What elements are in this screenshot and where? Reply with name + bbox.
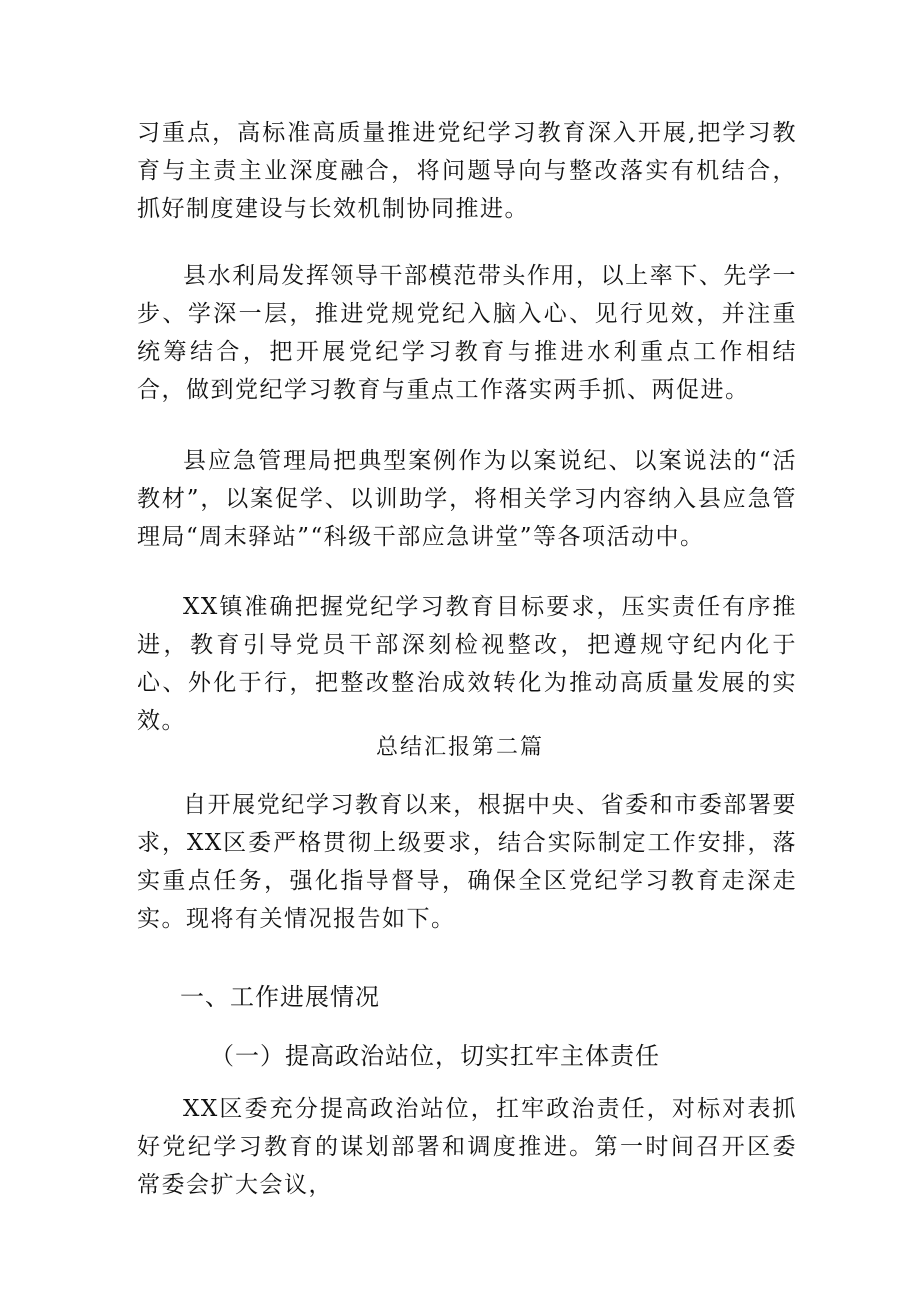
paragraph-3: 县应急管理局把典型案例作为以案说纪、以案说法的“活教材”，以案促学、以训助学，将相关学习内容纳入县应急管理局“周末驿站”“科级干部应急讲堂”等各项活动中。: [137, 448, 797, 550]
paragraph-6: XX区委充分提高政治站位，扛牢政治责任，对标对表抓好党纪学习教育的谋划部署和调度推进。第一时间召开区委常委会扩大会议，: [137, 1096, 797, 1198]
section-title: 总结汇报第二篇: [375, 735, 544, 760]
paragraph-5: 自开展党纪学习教育以来，根据中央、省委和市委部署要求，XX区委严格贯彻上级要求，结合实际制定工作安排，落实重点任务，强化指导督导，确保全区党纪学习教育走深走实。现将有关情况报告如下。: [137, 792, 797, 932]
paragraph-1: 习重点，高标准高质量推进党纪学习教育深入开展,把学习教育与主责主业深度融合，将问题导向与整改落实有机结合，抓好制度建设与长效机制协同推进。: [137, 120, 797, 222]
heading-level-1: 一、工作进展情况: [180, 983, 380, 1011]
paragraph-2: 县水利局发挥领导干部模范带头作用，以上率下、先学一步、学深一层，推进党规党纪入脑入心、见行见效，并注重统筹结合，把开展党纪学习教育与推进水利重点工作相结合，做到党纪学习教育与重点工作落实两手抓、两促进。: [137, 263, 797, 403]
paragraph-4: XX镇准确把握党纪学习教育目标要求，压实责任有序推进，教育引导党员干部深刻检视整改，把遵规守纪内化于心、外化于行，把整改整治成效转化为推动高质量发展的实效。: [137, 594, 797, 734]
heading-level-2: （一）提高政治站位，切实扛牢主体责任: [210, 1042, 660, 1070]
